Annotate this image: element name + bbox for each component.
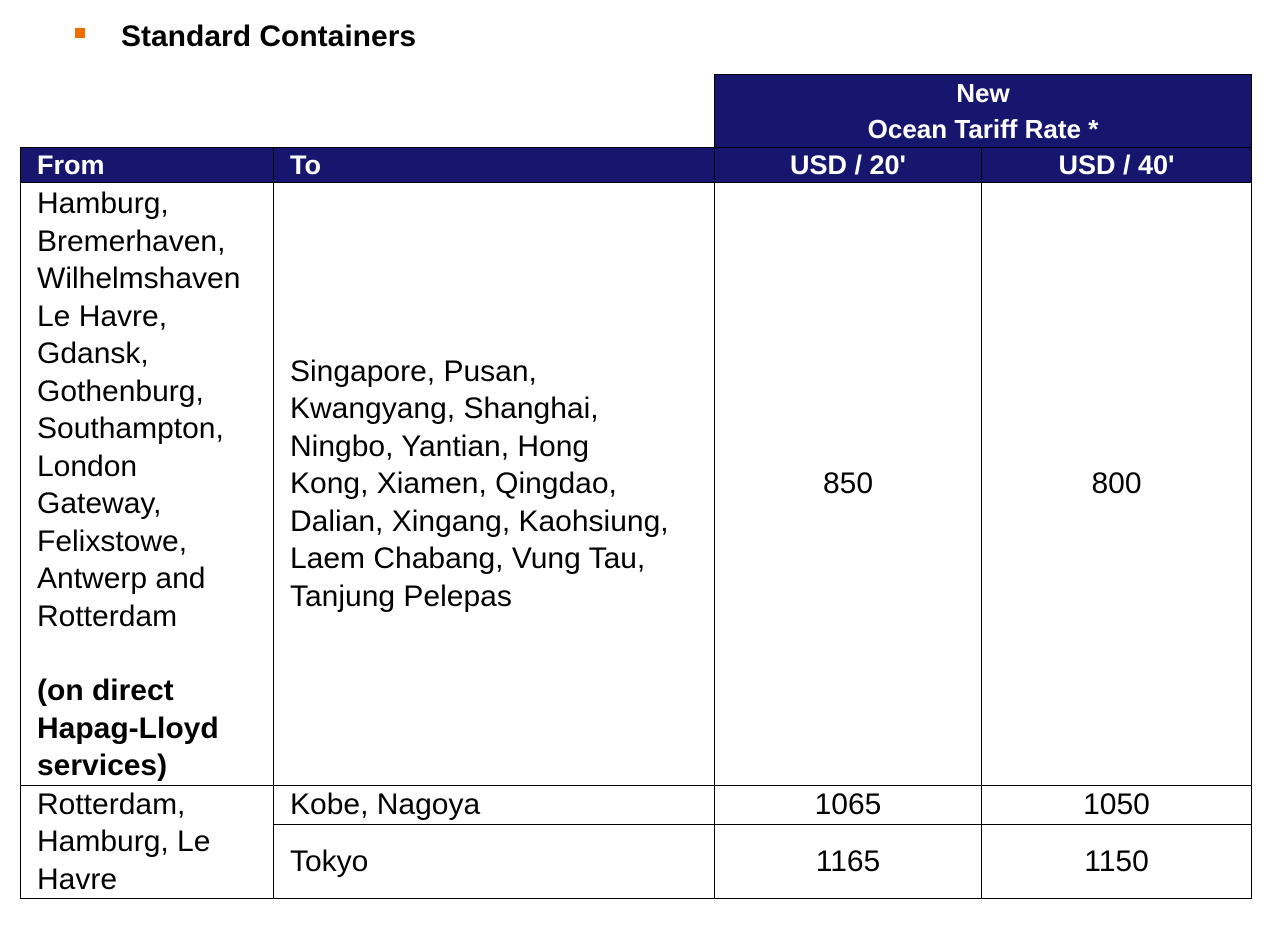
group-header-line: New [956,78,1010,108]
to-line: Ningbo, Yantian, Hong [290,429,590,463]
header-spacer [21,75,715,148]
usd20-cell: 1065 [715,785,982,824]
to-cell [274,183,715,786]
to-line: Kwangyang, Shanghai, [290,392,599,425]
bullet-marker [75,28,85,38]
from-line: Havre [37,862,118,896]
note-line: Hapag-Lloyd [37,711,219,745]
column-header-to: To [274,148,715,183]
table-row [21,785,1252,824]
usd20-cell: 1165 [715,824,982,898]
usd20-cell: 850 [715,183,982,786]
from-line: Le Havre, [37,299,168,333]
to-line: Dalian, Xingang, Kaohsiung, [290,504,669,538]
usd40-cell: 800 [982,183,1252,786]
from-ports [37,185,273,635]
from-line: Rotterdam [37,599,178,633]
to-line: Kong, Xiamen, Qingdao, [290,467,617,500]
from-line: Gothenburg, [37,374,204,408]
from-line: Hamburg, Le [37,825,211,858]
from-line: Bremerhaven, [37,224,226,258]
tariff-table [20,74,1252,899]
to-cell: Tokyo [274,824,715,898]
column-header-from: From [21,148,274,183]
from-cell [21,183,274,786]
direct-services-note [37,672,273,785]
table-row [21,183,1252,786]
from-line: Hamburg, [37,187,169,220]
to-cell: Kobe, Nagoya [274,785,715,824]
from-line: Antwerp and [37,562,206,595]
section-title: Standard Containers [121,20,417,53]
column-header-usd40: USD / 40' [982,148,1252,183]
from-line: Gdansk, [37,337,149,370]
group-header-row [21,75,1252,148]
usd40-cell: 1050 [982,785,1252,824]
from-line: Rotterdam, [37,787,186,821]
from-cell [21,785,274,899]
to-line: Singapore, Pusan, [290,354,537,388]
column-header-usd20: USD / 20' [715,148,982,183]
from-line: Gateway, [37,487,162,520]
column-header-row [21,148,1252,183]
from-line: Wilhelmshaven [37,262,241,295]
from-ports [37,786,273,899]
usd40-cell: 1150 [982,824,1252,898]
from-line: Southampton, [37,412,224,445]
group-header-line: Ocean Tariff Rate * [867,114,1099,144]
to-line: Tanjung Pelepas [290,579,512,613]
note-line: (on direct [37,674,174,707]
new-ocean-tariff-header [715,75,1252,148]
from-line: London [37,449,138,483]
to-line: Laem Chabang, Vung Tau, [290,542,646,575]
note-line: services) [37,749,168,782]
from-line: Felixstowe, [37,524,188,558]
